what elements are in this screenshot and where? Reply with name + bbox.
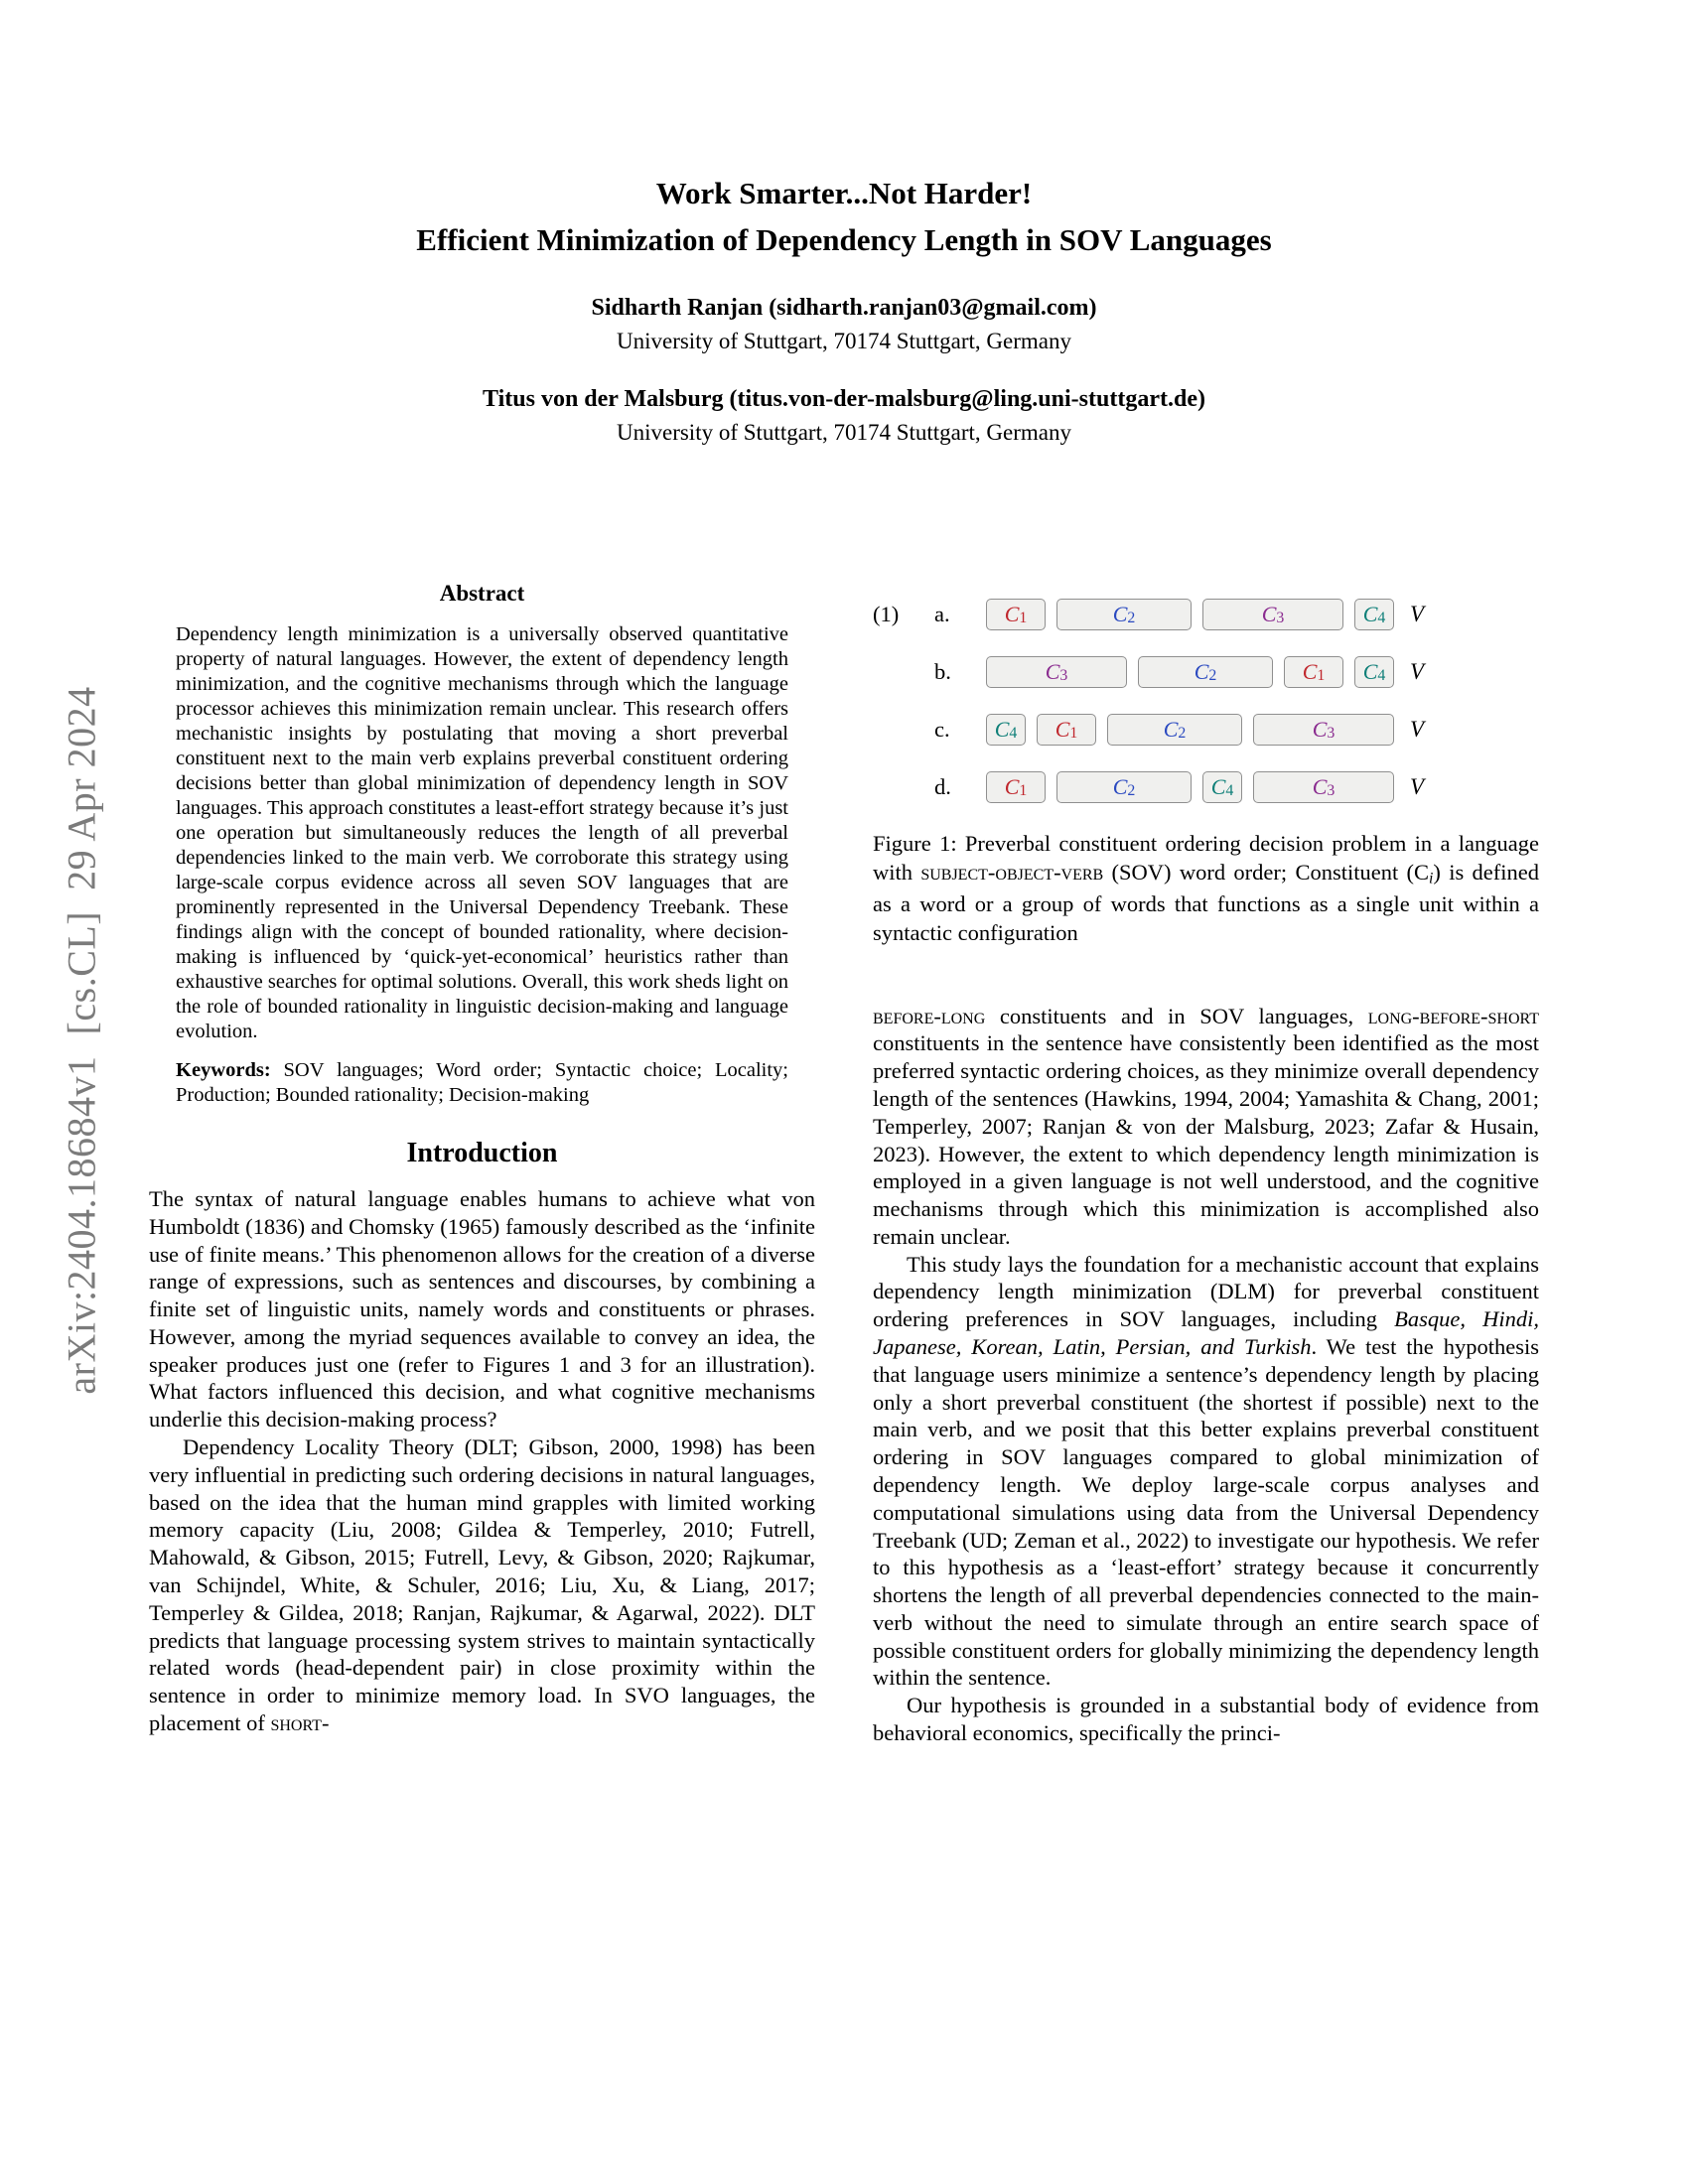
figure-row [873, 599, 1539, 630]
right-column [873, 581, 1539, 1747]
constituent-box-c3: C 3 [1202, 599, 1343, 630]
figure-row [873, 714, 1539, 746]
verb-label: V [1410, 659, 1425, 684]
constituent-box-c3: C 3 [986, 656, 1127, 688]
paragraph: The syntax of natural language enables humans to achieve what von Humboldt (1836) and Chomsky (1965) famously described as the ‘infinite use of finite means.’ This phenomenon allows for the creation of a diverse range of expressions, such as sentences and discourses, by combining a finite set of linguistic units, namely words and constituents or phrases. However, among the myriad sequences available to convey an idea, the speaker produces just one (refer to Figures 1 and 3 for an illustration). What factors influenced this decision, and what cognitive mechanisms underlie this decision-making process? [149, 1186, 815, 1433]
constituent-box-c4: C 4 [1354, 599, 1394, 630]
paper-title [0, 171, 1688, 263]
constituent-box-c1: C 1 [1037, 714, 1096, 746]
figure-rows [873, 599, 1539, 803]
paper-header [0, 171, 1688, 446]
abstract-heading: Abstract [439, 581, 525, 606]
figure-row-label: d. [934, 774, 951, 799]
author-block-1 [0, 295, 1688, 354]
two-column-body [149, 581, 1539, 1747]
constituent-box-c1: C 1 [1284, 656, 1343, 688]
figure-row [873, 656, 1539, 688]
figure-row-label: c. [934, 717, 950, 742]
keywords-line: Keywords: SOV languages; Word order; Syntactic choice; Locality; Production; Bounded rationality; Decision-making [176, 1059, 788, 1106]
constituent-box-c4: C 4 [986, 714, 1026, 746]
verb-label: V [1410, 774, 1425, 799]
section-heading-introduction: Introduction [406, 1138, 558, 1168]
constituent-box-c1: C 1 [986, 771, 1046, 803]
title-line-1: Work Smarter...Not Harder! [655, 176, 1033, 210]
author-name: Sidharth Ranjan (sidharth.ranjan03@gmail.com) [591, 295, 1097, 321]
example-number: (1) [873, 602, 900, 626]
constituent-box-c2: C 2 [1056, 771, 1192, 803]
constituent-box-c2: C 2 [1056, 599, 1192, 630]
verb-label: V [1410, 602, 1425, 626]
figure-row-label: a. [934, 602, 950, 626]
constituent-box-c4: C 4 [1202, 771, 1242, 803]
author-block-2 [0, 386, 1688, 446]
paragraph: Our hypothesis is grounded in a substantial body of evidence from behavioral economics, specifically the princi- [873, 1693, 1539, 1745]
abstract-text: Dependency length minimization is a universally observed quantitative property of natural languages. However, the extent of dependency length minimization, and the cognitive mechanisms through which the language processor achieves this minimization remain unclear. This research offers mechanistic insights by postulating that moving a short preverbal constituent next to the main verb explains preverbal constituent ordering decisions better than global minimization of dependency length in SOV languages. This approach constitutes a least-effort strategy because it’s just one operation but simultaneously reduces the length of all preverbal dependencies linked to the main verb. We corroborate this strategy using large-scale corpus evidence across all seven SOV languages that are prominently represented in the Universal Dependency Treebank. These findings align with the concept of bounded rationality, where decision-making is influenced by ‘quick-yet-economical’ heuristics rather than exhaustive searches for optimal solutions. Overall, this work sheds light on the role of bounded rationality in linguistic decision-making and language evolution. [176, 623, 788, 1042]
constituent-box-c2: C 2 [1138, 656, 1273, 688]
title-line-2: Efficient Minimization of Dependency Length in SOV Languages [416, 221, 1272, 257]
paragraph: before-long constituents and in SOV languages, long-before-short constituents in the sentence have consistently been identified as the most preferred syntactic ordering choices, as they minimize overall dependency length of the sentences (Hawkins, 1994, 2004; Yamashita & Chang, 2001; Temperley, 2007; Ranjan & von der Malsburg, 2023; Zafar & Husain, 2023). However, the extent to which dependency length minimization is employed in a given language is not well understood, and the cognitive mechanisms through which this minimization is accomplished also remain unclear. [873, 1003, 1539, 1249]
figure-row-label: b. [934, 659, 951, 684]
constituent-box-c4: C 4 [1354, 656, 1394, 688]
author-name: Titus von der Malsburg (titus.von-der-malsburg@ling.uni-stuttgart.de) [483, 386, 1205, 412]
paragraph: Dependency Locality Theory (DLT; Gibson, 2000, 1998) has been very influential in predicting such ordering decisions in natural languages, based on the idea that the human mind grapples with limited working memory capacity (Liu, 2008; Gildea & Temperley, 2010; Futrell, Mahowald, & Gibson, 2015; Futrell, Levy, & Gibson, 2020; Rajkumar, van Schijndel, White, & Schuler, 2016; Liu, Xu, & Liang, 2017; Temperley & Gildea, 2018; Ranjan, Rajkumar, & Agarwal, 2022). DLT predicts that language processing system strives to maintain syntactically related words (head-dependent pair) in close proximity within the sentence in order to minimize memory load. In SVO languages, the placement of short- [149, 1434, 815, 1735]
left-column [149, 581, 815, 1747]
constituent-box-c3: C 3 [1253, 714, 1394, 746]
figure-row [873, 771, 1539, 803]
constituent-box-c3: C 3 [1253, 771, 1394, 803]
constituent-box-c2: C 2 [1107, 714, 1242, 746]
arxiv-watermark: arXiv:2404.18684v1 [cs.CL] 29 Apr 2024 [59, 686, 104, 1395]
verb-label: V [1410, 717, 1425, 742]
author-affiliation: University of Stuttgart, 70174 Stuttgart, Germany [616, 420, 1072, 445]
paragraph: This study lays the foundation for a mechanistic account that explains dependency length minimization (DLM) for preverbal constituent ordering preferences in SOV languages, including Basque, Hindi, Japanese, Korean, Latin, Persian, and Turkish. We test the hypothesis that language users minimize a sentence’s dependency length by placing only a short preverbal constituent (the shortest if possible) next to the main verb, and we posit that this better explains preverbal constituent ordering in SOV languages compared to global minimization of dependency length. We deploy large-scale corpus analyses and computational simulations using data from the Universal Dependency Treebank (UD; Zeman et al., 2022) to investigate our hypothesis. We refer to this hypothesis as a ‘least-effort’ strategy because it concurrently shortens the length of all preverbal dependencies connected to the main-verb without the need to simulate through an entire search space of possible constituent orders for globally minimizing the dependency length within the sentence. [873, 1251, 1539, 1691]
author-affiliation: University of Stuttgart, 70174 Stuttgart, Germany [616, 329, 1072, 353]
figure-1 [873, 599, 1539, 948]
constituent-box-c1: C 1 [986, 599, 1046, 630]
figure-caption: Figure 1: Preverbal constituent ordering decision problem in a language with subject-object-verb (SOV) word order; Constituent (Ci) is defined as a word or a group of words that functions as a single unit within a syntactic configuration [873, 831, 1539, 946]
